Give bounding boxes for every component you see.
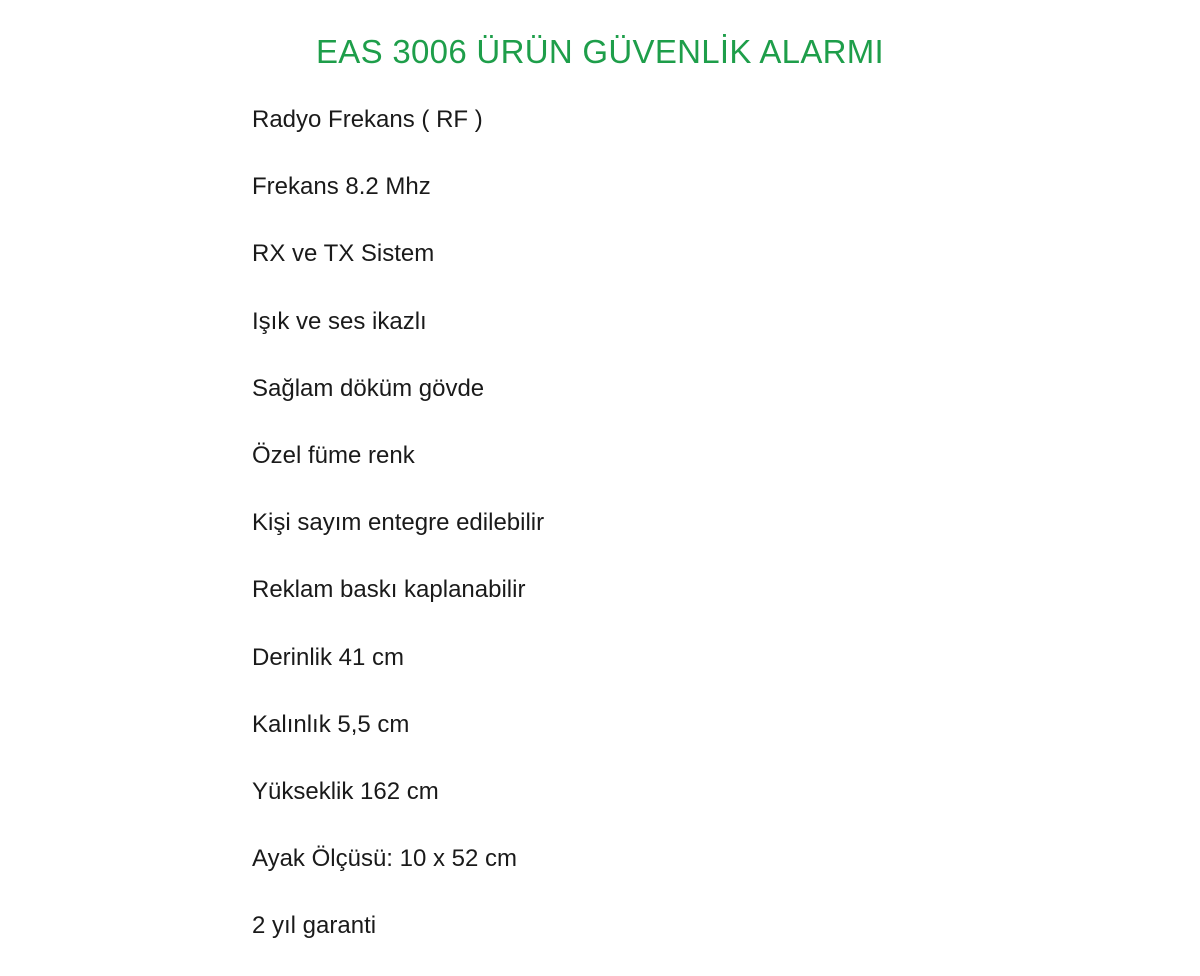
- spec-item-body: Sağlam döküm gövde: [252, 374, 485, 402]
- spec-item-rf: Radyo Frekans ( RF ): [252, 106, 483, 133]
- spec-item-thickness: Kalınlık 5,5 cm: [252, 710, 410, 738]
- spec-list: [252, 100, 544, 973]
- spec-item-light-sound: Işık ve ses ikazlı: [252, 307, 427, 335]
- spec-item-rx-tx: RX ve TX Sistem: [252, 240, 435, 268]
- product-title: EAS 3006 ÜRÜN GÜVENLİK ALARMI: [315, 33, 885, 70]
- spec-item-foot-size: Ayak Ölçüsü: 10 x 52 cm: [252, 845, 518, 873]
- spec-item-depth: Derinlik 41 cm: [252, 643, 405, 671]
- spec-item-height: Yükseklik 162 cm: [252, 777, 439, 805]
- spec-item-ad-print: Reklam baskı kaplanabilir: [252, 576, 526, 604]
- spec-item-frequency: Frekans 8.2 Mhz: [252, 173, 431, 201]
- spec-item-people-counter: Kişi sayım entegre edilebilir: [252, 509, 545, 537]
- spec-item-color: Özel füme renk: [252, 441, 415, 469]
- spec-item-warranty: 2 yıl garanti: [252, 912, 377, 940]
